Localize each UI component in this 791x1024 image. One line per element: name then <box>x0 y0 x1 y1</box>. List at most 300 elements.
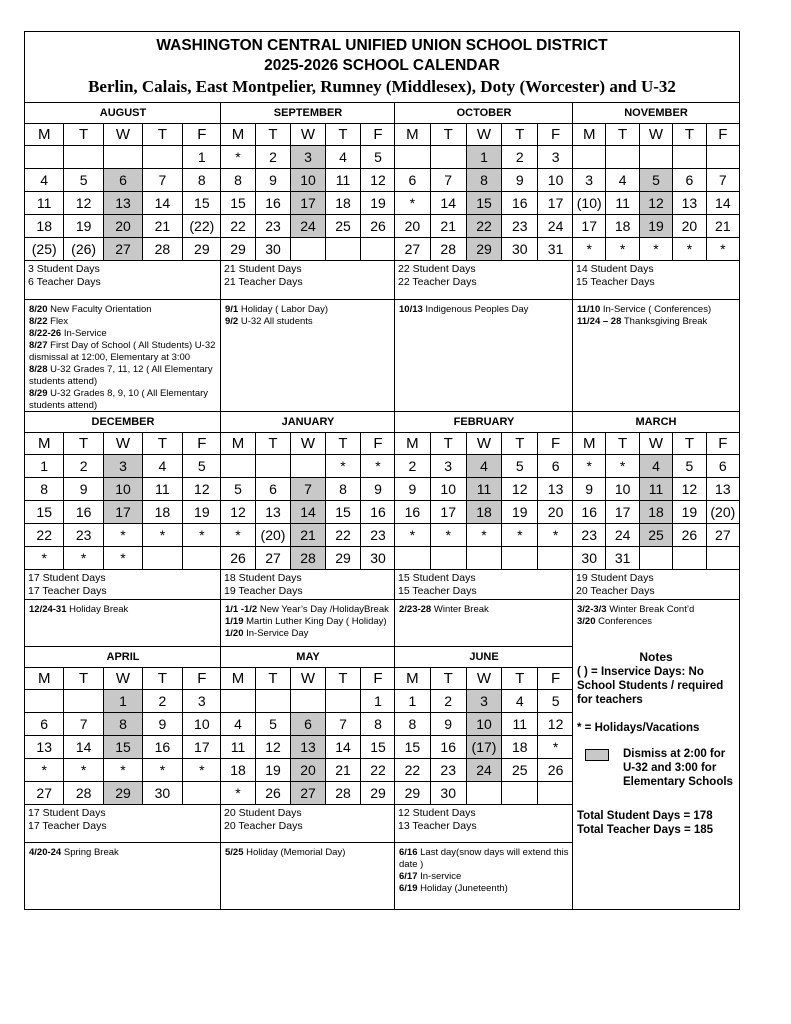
week-row <box>221 689 395 712</box>
day-cell: 27 <box>104 238 143 260</box>
day-cell <box>707 146 739 168</box>
week-row <box>25 758 221 781</box>
day-cell: 20 <box>395 215 431 237</box>
day-cell: 9 <box>502 169 538 191</box>
month-may <box>221 646 395 908</box>
day-cell: 13 <box>291 736 326 758</box>
day-cell <box>502 547 538 569</box>
weekday-label: F <box>197 670 207 687</box>
day-cell: 23 <box>431 759 467 781</box>
day-cell: 21 <box>715 218 731 234</box>
day-cell: 27 <box>395 238 431 260</box>
teacher-days-count: 15 Teacher Days <box>576 276 655 288</box>
day-cell: * <box>395 524 431 546</box>
week-row <box>573 477 739 500</box>
event-item <box>399 847 569 871</box>
event-description: Conferences <box>595 616 653 627</box>
weekday-header-row <box>573 123 739 145</box>
event-description: In-Service <box>61 328 107 339</box>
column-divider <box>394 102 395 909</box>
day-cell <box>431 146 467 168</box>
day-cell: 6 <box>673 169 706 191</box>
month-day-totals <box>221 804 395 842</box>
day-cell: 3 <box>573 169 606 191</box>
week-row <box>25 214 221 237</box>
day-cell: 15 <box>467 192 503 214</box>
day-cell: 6 <box>104 169 143 191</box>
day-cell: 18 <box>467 501 503 523</box>
week-row <box>395 145 573 168</box>
day-cell: 14 <box>291 501 326 523</box>
teacher-days-count: 22 Teacher Days <box>398 276 477 288</box>
weekday-label: T <box>431 433 467 454</box>
day-cell: 14 <box>64 736 103 758</box>
week-row <box>25 477 221 500</box>
week-row <box>221 781 395 804</box>
event-item <box>29 604 217 616</box>
day-cell: * <box>221 782 256 804</box>
event-description: Winter Break <box>431 604 489 615</box>
day-cell <box>143 547 182 569</box>
day-cell: 13 <box>25 736 64 758</box>
week-row <box>25 689 221 712</box>
weekday-label: M <box>573 433 606 454</box>
day-cell <box>467 547 503 569</box>
day-cell: 1 <box>104 690 143 712</box>
week-row <box>221 735 395 758</box>
day-cell: 4 <box>502 690 538 712</box>
day-cell: 21 <box>431 215 467 237</box>
event-description: In-Service Day <box>243 628 309 639</box>
day-cell: 22 <box>395 759 431 781</box>
day-cell: 11 <box>467 478 503 500</box>
week-row <box>395 546 573 569</box>
week-row <box>25 781 221 804</box>
day-cell: (17) <box>467 736 503 758</box>
day-cell: 22 <box>25 524 64 546</box>
day-cell: 12 <box>64 192 103 214</box>
weekday-header-row <box>395 667 573 689</box>
day-cell: 24 <box>606 524 639 546</box>
weekday-label: W <box>467 124 503 145</box>
day-cell: 23 <box>573 524 606 546</box>
day-cell: * <box>552 739 559 755</box>
day-cell: 4 <box>640 455 673 477</box>
day-cell: 15 <box>25 501 64 523</box>
event-date: 9/2 <box>225 316 239 327</box>
day-cell: 29 <box>326 547 361 569</box>
event-item <box>225 304 391 316</box>
day-cell: 10 <box>194 716 210 732</box>
day-cell: 17 <box>547 195 564 211</box>
day-cell: 12 <box>221 501 256 523</box>
week-row <box>395 214 573 237</box>
day-cell: 17 <box>431 501 467 523</box>
day-cell: 17 <box>606 501 639 523</box>
weekday-label: M <box>395 433 431 454</box>
week-row <box>25 237 221 260</box>
day-cell: 12 <box>502 478 538 500</box>
day-cell: 9 <box>143 713 182 735</box>
day-cell <box>221 690 256 712</box>
day-cell: 10 <box>104 478 143 500</box>
day-cell <box>104 146 143 168</box>
week-row <box>221 712 395 735</box>
day-cell: 30 <box>431 782 467 804</box>
day-cell: 22 <box>221 215 256 237</box>
event-date: 2/23-28 <box>399 604 432 615</box>
day-cell: 18 <box>25 215 64 237</box>
day-cell <box>291 455 326 477</box>
event-date: 11/24 – 28 <box>577 316 622 327</box>
weekday-label: M <box>25 124 64 145</box>
day-cell: 1 <box>467 146 503 168</box>
day-cell <box>183 782 221 804</box>
week-row <box>395 781 573 804</box>
event-description: First Day of School ( All Students) U-32 dismissal at 12:00, Elementary at 3:00 <box>29 340 216 363</box>
student-days-count: 15 Student Days <box>398 572 476 584</box>
event-item <box>29 847 217 859</box>
event-item <box>225 604 391 616</box>
month-september <box>221 102 395 422</box>
day-cell: 5 <box>640 169 673 191</box>
month-day-totals <box>25 569 221 599</box>
day-cell: 6 <box>395 169 431 191</box>
weekday-label: M <box>221 433 256 454</box>
day-cell: 17 <box>104 501 143 523</box>
week-row <box>395 735 573 758</box>
day-cell: 15 <box>221 192 256 214</box>
weekday-label: M <box>395 668 431 689</box>
week-row <box>573 454 739 477</box>
weekday-label: T <box>502 124 538 145</box>
day-cell: 4 <box>221 713 256 735</box>
day-cell: 12 <box>640 192 673 214</box>
day-cell: * <box>326 455 361 477</box>
day-cell: 18 <box>221 759 256 781</box>
month-day-totals <box>221 260 395 299</box>
day-cell: * <box>221 524 256 546</box>
weekday-label: F <box>551 670 561 687</box>
event-date: 6/19 <box>399 883 418 894</box>
day-cell: 2 <box>256 146 291 168</box>
event-item <box>225 616 391 628</box>
weekday-label: M <box>25 668 64 689</box>
event-date: 9/1 <box>225 304 239 315</box>
month-events <box>25 599 221 644</box>
day-cell: 7 <box>64 713 103 735</box>
day-cell: 5 <box>197 458 206 474</box>
day-cell: 5 <box>64 169 103 191</box>
week-row <box>221 214 395 237</box>
day-cell: * <box>502 524 538 546</box>
teacher-days-count: 20 Teacher Days <box>576 585 655 597</box>
day-cell <box>64 146 103 168</box>
weekday-header-row <box>221 667 395 689</box>
day-cell: 12 <box>370 172 386 188</box>
weekday-label: F <box>373 670 383 687</box>
weekday-label: T <box>64 668 103 689</box>
month-day-totals <box>25 804 221 842</box>
day-cell: 17 <box>573 215 606 237</box>
day-cell: 4 <box>143 455 182 477</box>
month-name: JANUARY <box>221 411 395 432</box>
day-cell: 30 <box>502 238 538 260</box>
week-row <box>25 191 221 214</box>
event-item <box>399 604 569 616</box>
event-description: Last day(snow days will extend this date ) <box>399 847 569 870</box>
weekday-label: W <box>104 124 143 145</box>
day-cell: 13 <box>715 481 731 497</box>
week-row <box>25 712 221 735</box>
day-cell: 5 <box>673 455 706 477</box>
day-cell <box>326 690 361 712</box>
student-days-count: 17 Student Days <box>28 807 106 819</box>
day-cell: 8 <box>25 478 64 500</box>
day-cell: 29 <box>104 782 143 804</box>
month-events <box>395 599 573 644</box>
weekday-label: T <box>606 433 639 454</box>
day-cell: 5 <box>502 455 538 477</box>
day-cell: 6 <box>291 713 326 735</box>
day-cell: 3 <box>467 690 503 712</box>
event-item <box>399 871 569 883</box>
weekday-label: M <box>573 124 606 145</box>
day-cell: 14 <box>431 192 467 214</box>
event-description: Flex <box>47 316 69 327</box>
day-cell <box>538 782 573 804</box>
week-row <box>25 523 221 546</box>
weekday-label: W <box>640 124 673 145</box>
week-row <box>395 237 573 260</box>
day-cell: 15 <box>326 501 361 523</box>
weekday-label: T <box>673 433 706 454</box>
month-events <box>573 599 739 644</box>
day-cell: 24 <box>547 218 564 234</box>
event-date: 5/25 <box>225 847 244 858</box>
day-cell: 3 <box>431 455 467 477</box>
event-item <box>29 340 217 364</box>
day-cell: 9 <box>573 478 606 500</box>
day-cell: 1 <box>374 693 382 709</box>
weekday-label: T <box>502 668 538 689</box>
day-cell: 15 <box>370 739 386 755</box>
day-cell: 8 <box>104 713 143 735</box>
event-description: U-32 Grades 8, 9, 10 ( All Elementary students attend) <box>29 388 209 411</box>
day-cell: 18 <box>606 215 639 237</box>
day-cell: 30 <box>256 238 291 260</box>
day-cell: 8 <box>197 172 206 188</box>
weekday-label: F <box>551 435 561 452</box>
day-cell: * <box>143 759 182 781</box>
event-item <box>577 604 735 616</box>
day-cell: 10 <box>291 169 326 191</box>
weekday-label: T <box>326 433 361 454</box>
event-description: New Faculty Orientation <box>47 304 152 315</box>
day-cell: 23 <box>64 524 103 546</box>
week-row <box>221 145 395 168</box>
event-item <box>225 847 391 859</box>
day-cell: * <box>375 458 381 474</box>
day-cell: 28 <box>143 238 182 260</box>
day-cell <box>640 547 673 569</box>
day-cell: 12 <box>256 736 291 758</box>
day-cell: 18 <box>143 501 182 523</box>
total-student-days: Total Student Days = 178 <box>577 810 713 822</box>
day-cell <box>502 782 538 804</box>
calendar-page <box>24 31 740 910</box>
month-events <box>25 842 221 908</box>
weekday-label: T <box>256 433 291 454</box>
event-description: Martin Luther King Day ( Holiday) <box>243 616 387 627</box>
teacher-days-count: 19 Teacher Days <box>224 585 303 597</box>
shaded-day-legend-swatch <box>585 749 609 761</box>
day-cell: 16 <box>502 192 538 214</box>
day-cell: 25 <box>640 524 673 546</box>
weekday-label: T <box>143 124 182 145</box>
month-events <box>395 299 573 422</box>
day-cell: 3 <box>291 146 326 168</box>
event-date: 11/10 <box>577 304 601 315</box>
day-cell <box>395 146 431 168</box>
week-row <box>221 191 395 214</box>
day-cell: 1 <box>197 149 206 165</box>
event-date: 4/20-24 <box>29 847 62 858</box>
weekday-label: T <box>143 433 182 454</box>
month-march <box>573 411 739 644</box>
day-cell <box>361 238 395 260</box>
day-cell: 3 <box>551 149 560 165</box>
event-item <box>577 616 735 628</box>
event-item <box>29 364 217 388</box>
day-cell: 5 <box>221 478 256 500</box>
day-cell: 8 <box>221 169 256 191</box>
day-cell: 31 <box>606 547 639 569</box>
week-row <box>573 500 739 523</box>
day-cell: 20 <box>104 215 143 237</box>
day-cell: 13 <box>256 501 291 523</box>
day-cell: 5 <box>256 713 291 735</box>
day-cell <box>640 146 673 168</box>
month-events <box>25 299 221 422</box>
event-item <box>29 328 217 340</box>
day-cell: 24 <box>291 215 326 237</box>
week-row <box>25 546 221 569</box>
student-days-count: 20 Student Days <box>224 807 302 819</box>
week-row <box>221 546 395 569</box>
day-cell: 11 <box>326 169 361 191</box>
day-cell: 10 <box>467 713 503 735</box>
event-date: 1/20 <box>225 628 244 639</box>
event-date: 1/19 <box>225 616 244 627</box>
day-cell: 7 <box>143 169 182 191</box>
teacher-days-count: 20 Teacher Days <box>224 820 303 832</box>
day-cell: 18 <box>326 192 361 214</box>
event-description: Spring Break <box>61 847 119 858</box>
week-row <box>573 523 739 546</box>
day-cell: 28 <box>431 238 467 260</box>
teacher-days-count: 21 Teacher Days <box>224 276 303 288</box>
day-cell: (26) <box>64 238 103 260</box>
day-cell: 16 <box>256 192 291 214</box>
day-cell: 10 <box>431 478 467 500</box>
day-cell: 22 <box>326 524 361 546</box>
weekday-label: F <box>197 126 207 143</box>
week-row <box>573 237 739 260</box>
week-row <box>395 712 573 735</box>
month-events <box>221 599 395 644</box>
day-cell: 11 <box>143 478 182 500</box>
district-title: WASHINGTON CENTRAL UNIFIED UNION SCHOOL DISTRICT <box>156 37 608 54</box>
day-cell: 4 <box>326 146 361 168</box>
day-cell: 14 <box>143 192 182 214</box>
day-cell: 11 <box>502 713 538 735</box>
day-cell: 26 <box>370 218 386 234</box>
event-item <box>225 316 391 328</box>
week-row <box>221 454 395 477</box>
month-day-totals <box>573 569 739 599</box>
event-description: Holiday Break <box>66 604 129 615</box>
day-cell: 23 <box>502 215 538 237</box>
event-date: 8/20 <box>29 304 48 315</box>
day-cell: 4 <box>25 169 64 191</box>
day-cell: * <box>64 547 103 569</box>
day-cell: 29 <box>221 238 256 260</box>
month-events <box>221 299 395 422</box>
day-cell: * <box>25 759 64 781</box>
weekday-label: W <box>640 433 673 454</box>
week-row <box>221 237 395 260</box>
student-days-count: 18 Student Days <box>224 572 302 584</box>
day-cell: 1 <box>395 690 431 712</box>
day-cell: 16 <box>573 501 606 523</box>
day-cell: 16 <box>370 504 386 520</box>
day-cell: 27 <box>715 527 731 543</box>
day-cell: (10) <box>573 192 606 214</box>
day-cell: * <box>104 524 143 546</box>
weekday-label: F <box>718 126 728 143</box>
note-inservice: ( ) = Inservice Days: No School Students / required for teachers <box>577 666 724 706</box>
event-description: In-service <box>417 871 462 882</box>
month-february <box>395 411 573 644</box>
student-days-count: 19 Student Days <box>576 572 654 584</box>
notes-title: Notes <box>639 650 673 664</box>
calendar-year-title: 2025-2026 SCHOOL CALENDAR <box>264 57 500 74</box>
week-row <box>395 500 573 523</box>
day-cell: 11 <box>606 192 639 214</box>
weekday-label: M <box>221 668 256 689</box>
event-description: Holiday (Memorial Day) <box>243 847 346 858</box>
day-cell: 26 <box>256 782 291 804</box>
day-cell: 27 <box>25 782 64 804</box>
day-cell <box>25 146 64 168</box>
day-cell <box>256 690 291 712</box>
notes-panel <box>573 646 739 837</box>
event-date: 10/13 <box>399 304 423 315</box>
day-cell: 17 <box>291 192 326 214</box>
teacher-days-count: 17 Teacher Days <box>28 585 107 597</box>
day-cell: 2 <box>143 690 182 712</box>
event-description: Holiday (Juneteenth) <box>417 883 508 894</box>
weekday-label: T <box>256 668 291 689</box>
student-days-count: 22 Student Days <box>398 263 476 275</box>
day-cell: 6 <box>25 713 64 735</box>
day-cell: 5 <box>551 693 560 709</box>
day-cell: 12 <box>673 478 706 500</box>
day-cell <box>538 547 573 569</box>
day-cell: 3 <box>104 455 143 477</box>
teacher-days-count: 17 Teacher Days <box>28 820 107 832</box>
